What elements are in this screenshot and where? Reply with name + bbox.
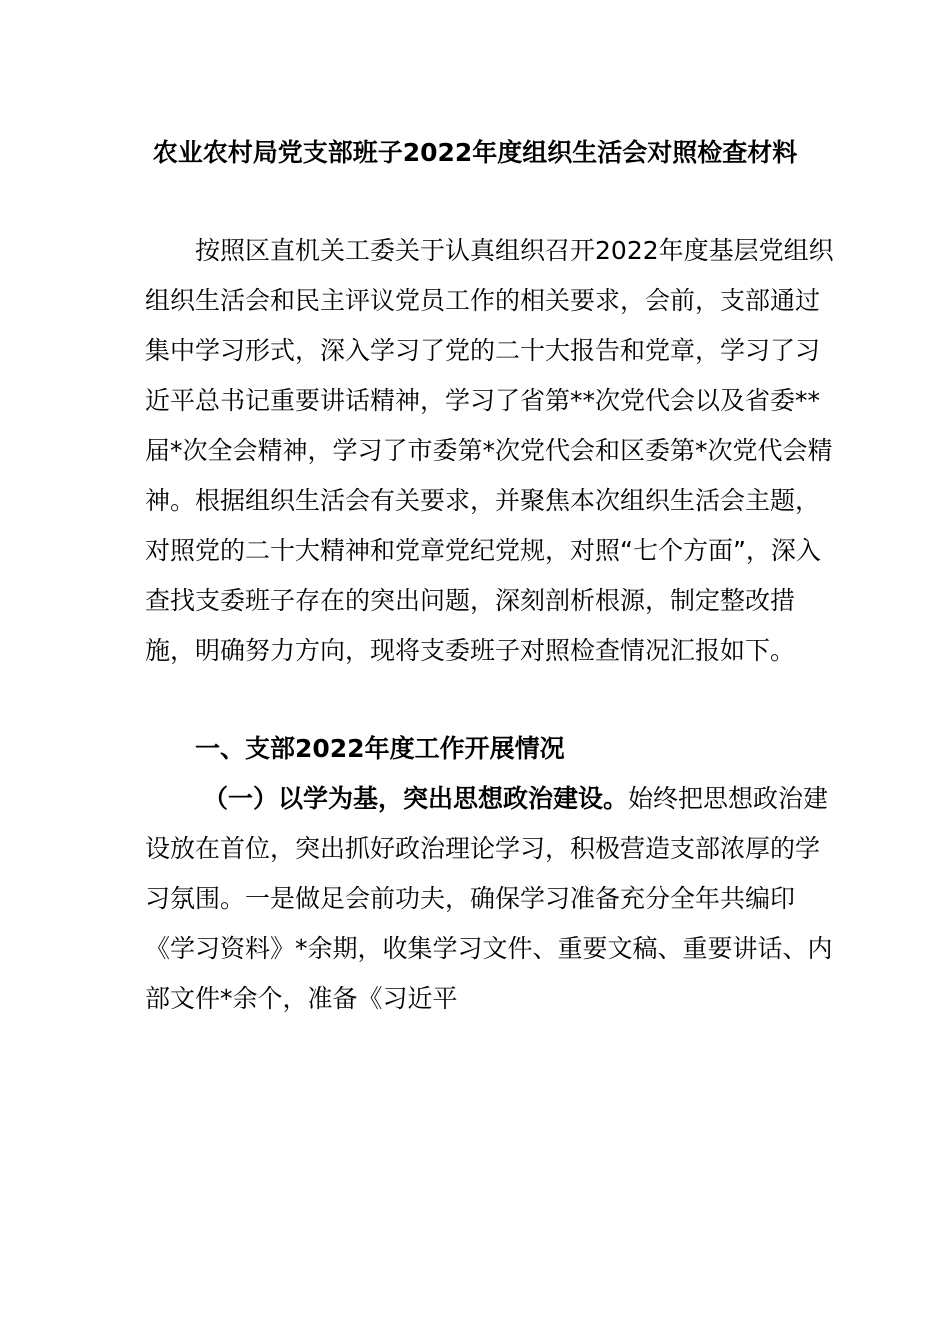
- section-heading-1: 一、支部2022年度工作开展情况: [195, 734, 565, 763]
- document-title: 农业农村局党支部班子2022年度组织生活会对照检查材料: [152, 138, 798, 167]
- subsection-paragraph-1: [145, 774, 835, 1024]
- subsection-body-1: 始终把思想政治建设放在首位，突出抓好政治理论学习，积极营造支部浓厚的学习氛围。一是做足会前功夫，确保学习准备充分全年共编印《学习资料》*余期，收集学习文件、重要文稿、重要讲话、内部文件*余个，准备《习近平: [145, 784, 833, 1013]
- subsection-heading-1: （一）以学为基，突出思想政治建设。: [203, 784, 629, 813]
- intro-paragraph: 按照区直机关工委关于认真组织召开2022年度基层党组织组织生活会和民主评议党员工作的相关要求，会前，支部通过集中学习形式，深入学习了党的二十大报告和党章，学习了习近平总书记重要讲话精神，学习了省第**次党代会以及省委**届*次全会精神，学习了市委第*次党代会和区委第*次党代会精神。根据组织生活会有关要求，并聚焦本次组织生活会主题，对照党的二十大精神和党章党纪党规，对照“七个方面”，深入查找支委班子存在的突出问题，深刻剖析根源，制定整改措施，明确努力方向，现将支委班子对照检查情况汇报如下。: [145, 236, 834, 665]
